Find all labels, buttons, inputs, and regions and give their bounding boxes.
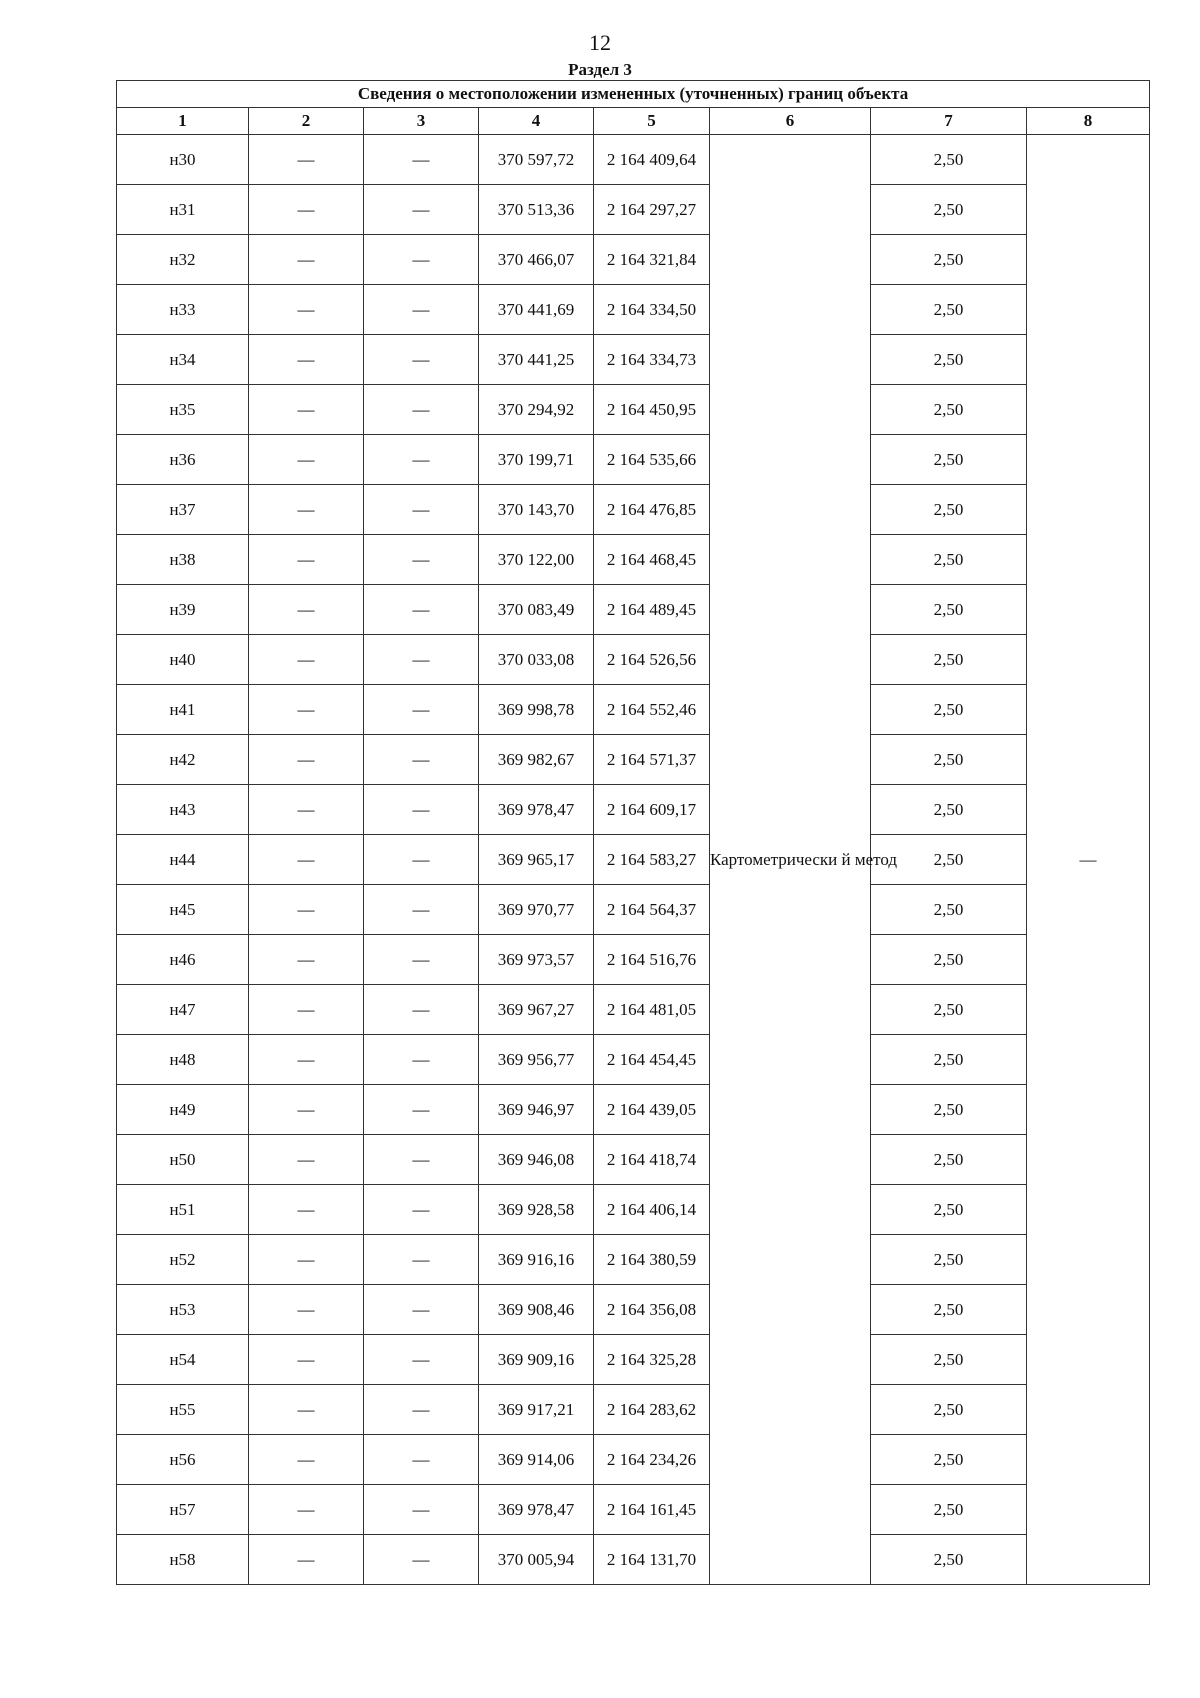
point-name-cell: н44 [117, 835, 249, 885]
x-coordinate-cell: 369 982,67 [479, 735, 594, 785]
table-row [117, 735, 1150, 785]
column-2-cell: — [249, 985, 364, 1035]
accuracy-cell: 2,50 [871, 285, 1027, 335]
table-row [117, 1335, 1150, 1385]
section-title: Раздел 3 [568, 60, 632, 79]
x-coordinate-cell: 369 967,27 [479, 985, 594, 1035]
point-name-cell: н31 [117, 185, 249, 235]
x-coordinate-cell: 370 513,36 [479, 185, 594, 235]
column-3-cell: — [364, 935, 479, 985]
point-name-cell: н39 [117, 585, 249, 635]
y-coordinate-cell: 2 164 418,74 [594, 1135, 710, 1185]
column-3-cell: — [364, 335, 479, 385]
x-coordinate-cell: 369 978,47 [479, 1485, 594, 1535]
x-coordinate-cell: 369 946,08 [479, 1135, 594, 1185]
point-name-cell: н55 [117, 1385, 249, 1435]
column-number-5: 5 [594, 108, 710, 135]
y-coordinate-cell: 2 164 535,66 [594, 435, 710, 485]
column-2-cell: — [249, 135, 364, 185]
column-2-cell: — [249, 585, 364, 635]
y-coordinate-cell: 2 164 297,27 [594, 185, 710, 235]
y-coordinate-cell: 2 164 489,45 [594, 585, 710, 635]
table-row [117, 1185, 1150, 1235]
table-row [117, 985, 1150, 1035]
column-3-cell: — [364, 1185, 479, 1235]
y-coordinate-cell: 2 164 380,59 [594, 1235, 710, 1285]
point-name-cell: н48 [117, 1035, 249, 1085]
column-2-cell: — [249, 1385, 364, 1435]
point-name-cell: н54 [117, 1335, 249, 1385]
table-row [117, 935, 1150, 985]
y-coordinate-cell: 2 164 609,17 [594, 785, 710, 835]
accuracy-cell: 2,50 [871, 1285, 1027, 1335]
point-name-cell: н51 [117, 1185, 249, 1235]
column-3-cell: — [364, 585, 479, 635]
method-cell: Картометрически й метод [710, 135, 871, 1585]
point-name-cell: н40 [117, 635, 249, 685]
table-row [117, 235, 1150, 285]
column-3-cell: — [364, 185, 479, 235]
x-coordinate-cell: 369 914,06 [479, 1435, 594, 1485]
column-3-cell: — [364, 285, 479, 335]
x-coordinate-cell: 369 916,16 [479, 1235, 594, 1285]
accuracy-cell: 2,50 [871, 885, 1027, 935]
x-coordinate-cell: 370 143,70 [479, 485, 594, 535]
table-row [117, 485, 1150, 535]
y-coordinate-cell: 2 164 325,28 [594, 1335, 710, 1385]
accuracy-cell: 2,50 [871, 1385, 1027, 1435]
accuracy-cell: 2,50 [871, 1335, 1027, 1385]
column-2-cell: — [249, 285, 364, 335]
y-coordinate-cell: 2 164 439,05 [594, 1085, 710, 1135]
point-name-cell: н33 [117, 285, 249, 335]
x-coordinate-cell: 370 199,71 [479, 435, 594, 485]
point-name-cell: н37 [117, 485, 249, 535]
point-name-cell: н35 [117, 385, 249, 435]
y-coordinate-cell: 2 164 321,84 [594, 235, 710, 285]
column-3-cell: — [364, 485, 479, 535]
table-row [117, 1435, 1150, 1485]
accuracy-cell: 2,50 [871, 185, 1027, 235]
table-caption: Сведения о местоположении измененных (уточненных) границ объекта [117, 81, 1150, 108]
point-name-cell: н34 [117, 335, 249, 385]
x-coordinate-cell: 370 122,00 [479, 535, 594, 585]
table-row [117, 885, 1150, 935]
table-body [117, 135, 1150, 1585]
column-2-cell: — [249, 1185, 364, 1235]
table-row [117, 1285, 1150, 1335]
x-coordinate-cell: 370 005,94 [479, 1535, 594, 1585]
y-coordinate-cell: 2 164 234,26 [594, 1435, 710, 1485]
accuracy-cell: 2,50 [871, 735, 1027, 785]
table-row [117, 135, 1150, 185]
page-number: 12 [589, 30, 611, 55]
y-coordinate-cell: 2 164 454,45 [594, 1035, 710, 1085]
point-name-cell: н49 [117, 1085, 249, 1135]
point-name-cell: н52 [117, 1235, 249, 1285]
column-number-3: 3 [364, 108, 479, 135]
boundary-coordinates-table [116, 80, 1150, 1585]
column-number-row [117, 108, 1150, 135]
y-coordinate-cell: 2 164 552,46 [594, 685, 710, 735]
accuracy-cell: 2,50 [871, 785, 1027, 835]
y-coordinate-cell: 2 164 571,37 [594, 735, 710, 785]
x-coordinate-cell: 369 965,17 [479, 835, 594, 885]
table-row [117, 435, 1150, 485]
point-name-cell: н42 [117, 735, 249, 785]
y-coordinate-cell: 2 164 409,64 [594, 135, 710, 185]
y-coordinate-cell: 2 164 481,05 [594, 985, 710, 1035]
y-coordinate-cell: 2 164 334,50 [594, 285, 710, 335]
column-2-cell: — [249, 1485, 364, 1535]
point-name-cell: н46 [117, 935, 249, 985]
x-coordinate-cell: 370 294,92 [479, 385, 594, 435]
x-coordinate-cell: 370 083,49 [479, 585, 594, 635]
accuracy-cell: 2,50 [871, 135, 1027, 185]
x-coordinate-cell: 370 033,08 [479, 635, 594, 685]
column-3-cell: — [364, 1535, 479, 1585]
column-2-cell: — [249, 835, 364, 885]
column-3-cell: — [364, 1485, 479, 1535]
point-name-cell: н57 [117, 1485, 249, 1535]
accuracy-cell: 2,50 [871, 935, 1027, 985]
y-coordinate-cell: 2 164 356,08 [594, 1285, 710, 1335]
point-name-cell: н43 [117, 785, 249, 835]
table-row [117, 1535, 1150, 1585]
y-coordinate-cell: 2 164 131,70 [594, 1535, 710, 1585]
column-3-cell: — [364, 1035, 479, 1085]
x-coordinate-cell: 369 978,47 [479, 785, 594, 835]
accuracy-cell: 2,50 [871, 1035, 1027, 1085]
table-row [117, 1385, 1150, 1435]
column-2-cell: — [249, 485, 364, 535]
table-row [117, 1135, 1150, 1185]
x-coordinate-cell: 369 956,77 [479, 1035, 594, 1085]
accuracy-cell: 2,50 [871, 835, 1027, 885]
x-coordinate-cell: 369 970,77 [479, 885, 594, 935]
column-3-cell: — [364, 1135, 479, 1185]
column-3-cell: — [364, 685, 479, 735]
column-number-6: 6 [710, 108, 871, 135]
accuracy-cell: 2,50 [871, 1135, 1027, 1185]
y-coordinate-cell: 2 164 334,73 [594, 335, 710, 385]
column-3-cell: — [364, 785, 479, 835]
accuracy-cell: 2,50 [871, 235, 1027, 285]
table-row [117, 585, 1150, 635]
point-name-cell: н41 [117, 685, 249, 735]
column-2-cell: — [249, 235, 364, 285]
column-2-cell: — [249, 1335, 364, 1385]
accuracy-cell: 2,50 [871, 435, 1027, 485]
accuracy-cell: 2,50 [871, 985, 1027, 1035]
column-2-cell: — [249, 1085, 364, 1135]
table-row [117, 1235, 1150, 1285]
column-3-cell: — [364, 535, 479, 585]
column-2-cell: — [249, 885, 364, 935]
column-8-cell: — [1027, 135, 1150, 1585]
column-2-cell: — [249, 635, 364, 685]
accuracy-cell: 2,50 [871, 335, 1027, 385]
table-row [117, 835, 1150, 885]
x-coordinate-cell: 370 441,69 [479, 285, 594, 335]
column-2-cell: — [249, 735, 364, 785]
x-coordinate-cell: 369 909,16 [479, 1335, 594, 1385]
table-row [117, 1085, 1150, 1135]
y-coordinate-cell: 2 164 564,37 [594, 885, 710, 935]
column-2-cell: — [249, 535, 364, 585]
column-2-cell: — [249, 785, 364, 835]
column-2-cell: — [249, 935, 364, 985]
y-coordinate-cell: 2 164 468,45 [594, 535, 710, 585]
point-name-cell: н30 [117, 135, 249, 185]
column-2-cell: — [249, 385, 364, 435]
point-name-cell: н38 [117, 535, 249, 585]
accuracy-cell: 2,50 [871, 685, 1027, 735]
point-name-cell: н32 [117, 235, 249, 285]
column-3-cell: — [364, 1335, 479, 1385]
column-2-cell: — [249, 1035, 364, 1085]
accuracy-cell: 2,50 [871, 1535, 1027, 1585]
column-number-4: 4 [479, 108, 594, 135]
point-name-cell: н47 [117, 985, 249, 1035]
point-name-cell: н50 [117, 1135, 249, 1185]
x-coordinate-cell: 369 917,21 [479, 1385, 594, 1435]
x-coordinate-cell: 369 998,78 [479, 685, 594, 735]
point-name-cell: н45 [117, 885, 249, 935]
point-name-cell: н36 [117, 435, 249, 485]
column-3-cell: — [364, 1235, 479, 1285]
table-row [117, 1035, 1150, 1085]
y-coordinate-cell: 2 164 583,27 [594, 835, 710, 885]
table-row [117, 635, 1150, 685]
column-number-7: 7 [871, 108, 1027, 135]
accuracy-cell: 2,50 [871, 635, 1027, 685]
point-name-cell: н53 [117, 1285, 249, 1335]
column-3-cell: — [364, 1385, 479, 1435]
table-row [117, 385, 1150, 435]
column-2-cell: — [249, 335, 364, 385]
accuracy-cell: 2,50 [871, 1235, 1027, 1285]
y-coordinate-cell: 2 164 450,95 [594, 385, 710, 435]
column-3-cell: — [364, 885, 479, 935]
column-3-cell: — [364, 735, 479, 785]
accuracy-cell: 2,50 [871, 1435, 1027, 1485]
y-coordinate-cell: 2 164 406,14 [594, 1185, 710, 1235]
table-row [117, 685, 1150, 735]
accuracy-cell: 2,50 [871, 1185, 1027, 1235]
table-row [117, 785, 1150, 835]
table-row [117, 285, 1150, 335]
column-3-cell: — [364, 1435, 479, 1485]
column-3-cell: — [364, 235, 479, 285]
accuracy-cell: 2,50 [871, 485, 1027, 535]
column-3-cell: — [364, 435, 479, 485]
table-row [117, 535, 1150, 585]
column-3-cell: — [364, 835, 479, 885]
accuracy-cell: 2,50 [871, 535, 1027, 585]
y-coordinate-cell: 2 164 516,76 [594, 935, 710, 985]
column-2-cell: — [249, 1435, 364, 1485]
accuracy-cell: 2,50 [871, 1085, 1027, 1135]
y-coordinate-cell: 2 164 526,56 [594, 635, 710, 685]
table-row [117, 335, 1150, 385]
accuracy-cell: 2,50 [871, 385, 1027, 435]
y-coordinate-cell: 2 164 161,45 [594, 1485, 710, 1535]
x-coordinate-cell: 369 928,58 [479, 1185, 594, 1235]
column-2-cell: — [249, 185, 364, 235]
column-number-1: 1 [117, 108, 249, 135]
column-3-cell: — [364, 1285, 479, 1335]
column-2-cell: — [249, 1535, 364, 1585]
column-2-cell: — [249, 435, 364, 485]
accuracy-cell: 2,50 [871, 585, 1027, 635]
column-3-cell: — [364, 385, 479, 435]
column-number-2: 2 [249, 108, 364, 135]
table-row [117, 1485, 1150, 1535]
column-3-cell: — [364, 1085, 479, 1135]
point-name-cell: н56 [117, 1435, 249, 1485]
column-2-cell: — [249, 1285, 364, 1335]
column-3-cell: — [364, 985, 479, 1035]
column-2-cell: — [249, 1235, 364, 1285]
column-number-8: 8 [1027, 108, 1150, 135]
column-2-cell: — [249, 685, 364, 735]
x-coordinate-cell: 369 973,57 [479, 935, 594, 985]
x-coordinate-cell: 370 466,07 [479, 235, 594, 285]
table-row [117, 185, 1150, 235]
column-2-cell: — [249, 1135, 364, 1185]
x-coordinate-cell: 369 946,97 [479, 1085, 594, 1135]
column-3-cell: — [364, 135, 479, 185]
x-coordinate-cell: 370 441,25 [479, 335, 594, 385]
accuracy-cell: 2,50 [871, 1485, 1027, 1535]
x-coordinate-cell: 370 597,72 [479, 135, 594, 185]
y-coordinate-cell: 2 164 283,62 [594, 1385, 710, 1435]
point-name-cell: н58 [117, 1535, 249, 1585]
x-coordinate-cell: 369 908,46 [479, 1285, 594, 1335]
column-3-cell: — [364, 635, 479, 685]
y-coordinate-cell: 2 164 476,85 [594, 485, 710, 535]
